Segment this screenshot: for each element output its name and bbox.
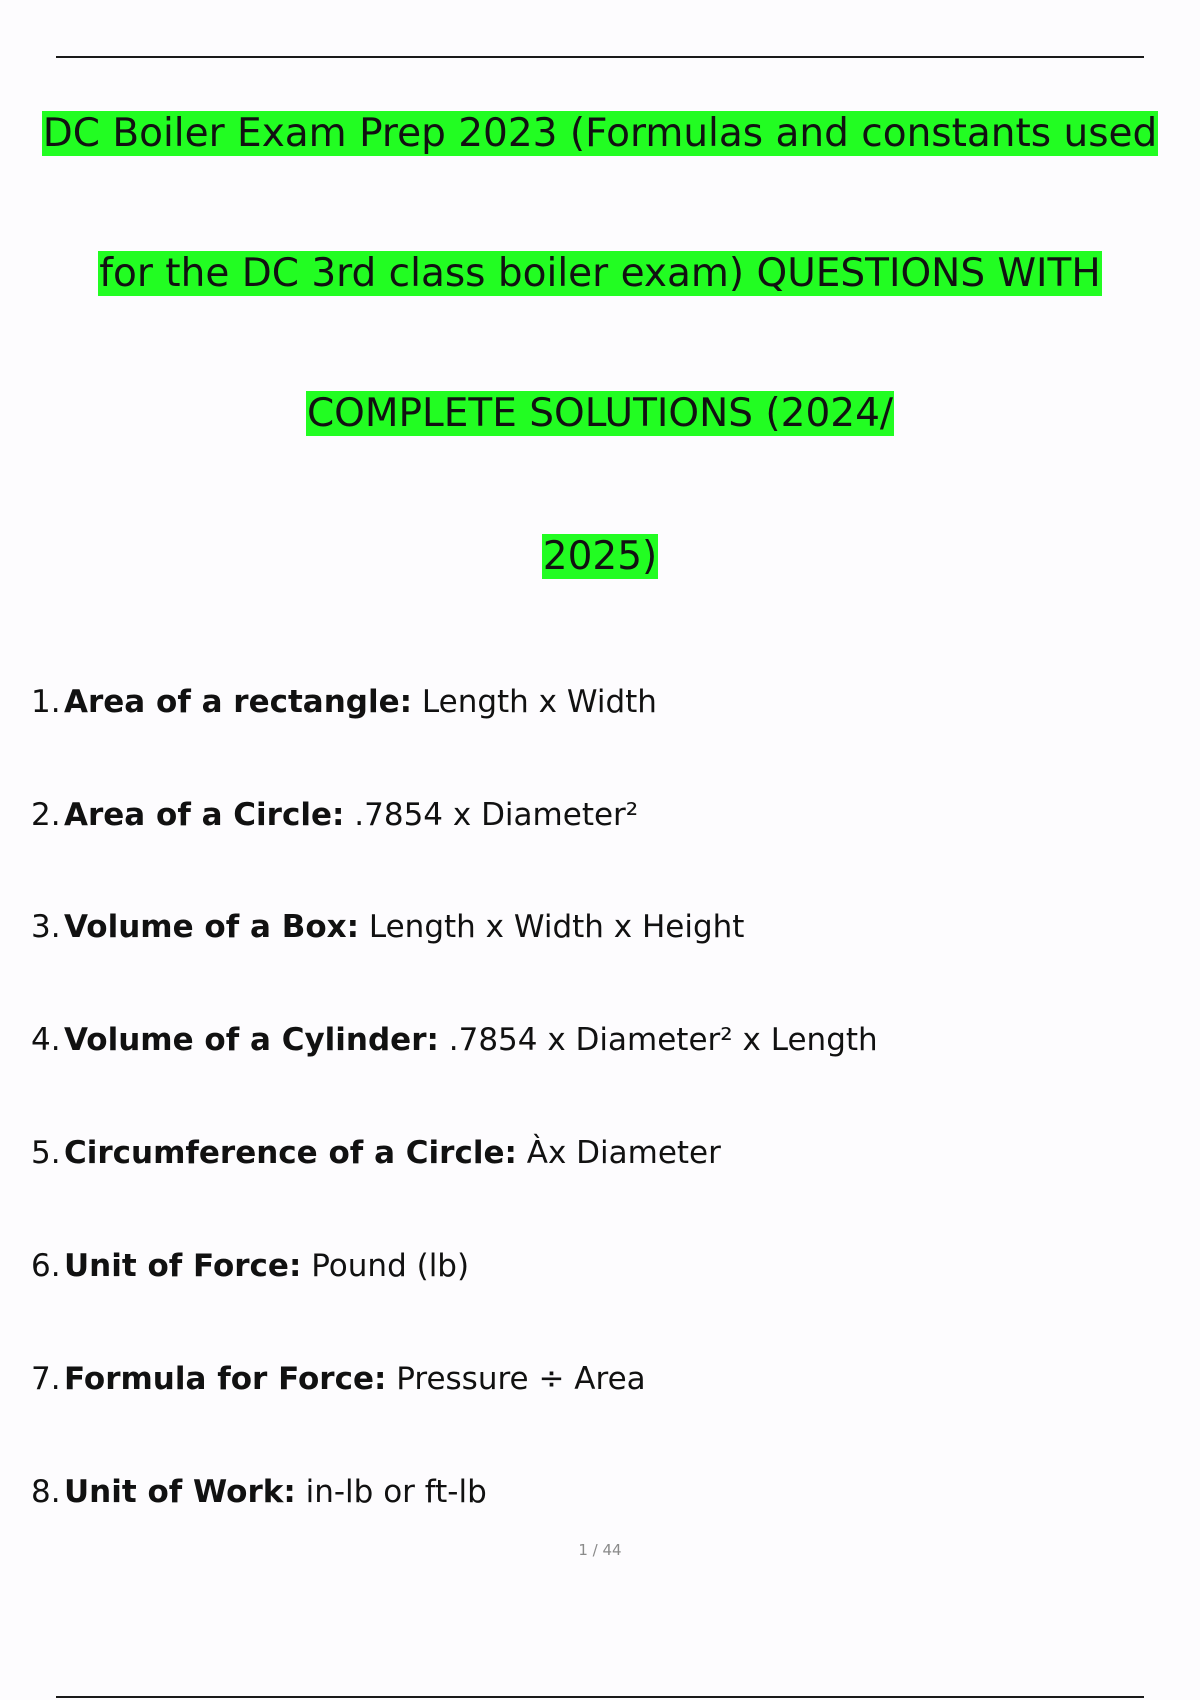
item-value: Pressure ÷ Area	[396, 1361, 646, 1397]
item-term: Unit of Force:	[64, 1248, 302, 1284]
title-text-2: for the DC 3rd class boiler exam) QUESTIONS WITH	[99, 251, 1101, 296]
item-value: Pound (lb)	[311, 1248, 470, 1284]
item-term: Area of a Circle:	[64, 797, 345, 833]
item-term: Unit of Work:	[64, 1474, 296, 1510]
bottom-rule	[56, 1696, 1144, 1698]
list-item	[31, 1472, 487, 1512]
title-line-1	[0, 110, 1200, 158]
item-value: Length x Width x Height	[368, 909, 745, 945]
list-item	[31, 1133, 721, 1173]
item-term: Formula for Force:	[64, 1361, 387, 1397]
title-text-3: COMPLETE SOLUTIONS (2024/	[306, 391, 894, 436]
list-item	[31, 1359, 646, 1399]
item-term: Volume of a Cylinder:	[64, 1022, 439, 1058]
item-value: Length x Width	[421, 684, 657, 720]
list-item	[31, 682, 657, 722]
item-value: .7854 x Diameter²	[354, 797, 639, 833]
top-rule	[56, 56, 1144, 58]
title-line-4	[0, 533, 1200, 581]
item-term: Volume of a Box:	[64, 909, 360, 945]
item-number: 1.	[31, 684, 61, 720]
list-item	[31, 1246, 469, 1286]
item-number: 3.	[31, 909, 61, 945]
item-number: 2.	[31, 797, 61, 833]
title-text-1: DC Boiler Exam Prep 2023 (Formulas and constants used	[42, 111, 1158, 156]
item-number: 8.	[31, 1474, 61, 1510]
title-line-2	[0, 250, 1200, 298]
title-text-4: 2025)	[542, 534, 658, 579]
item-number: 7.	[31, 1361, 61, 1397]
item-term: Area of a rectangle:	[64, 684, 413, 720]
list-item	[31, 907, 744, 947]
item-number: 4.	[31, 1022, 61, 1058]
item-value: in-lb or ft-lb	[305, 1474, 487, 1510]
list-item	[31, 795, 638, 835]
item-value: Àx Diameter	[526, 1135, 721, 1171]
list-item	[31, 1020, 878, 1060]
page-indicator: 1 / 44	[578, 1541, 622, 1559]
item-number: 5.	[31, 1135, 61, 1171]
item-number: 6.	[31, 1248, 61, 1284]
item-term: Circumference of a Circle:	[64, 1135, 517, 1171]
item-value: .7854 x Diameter² x Length	[448, 1022, 878, 1058]
title-line-3	[0, 390, 1200, 438]
